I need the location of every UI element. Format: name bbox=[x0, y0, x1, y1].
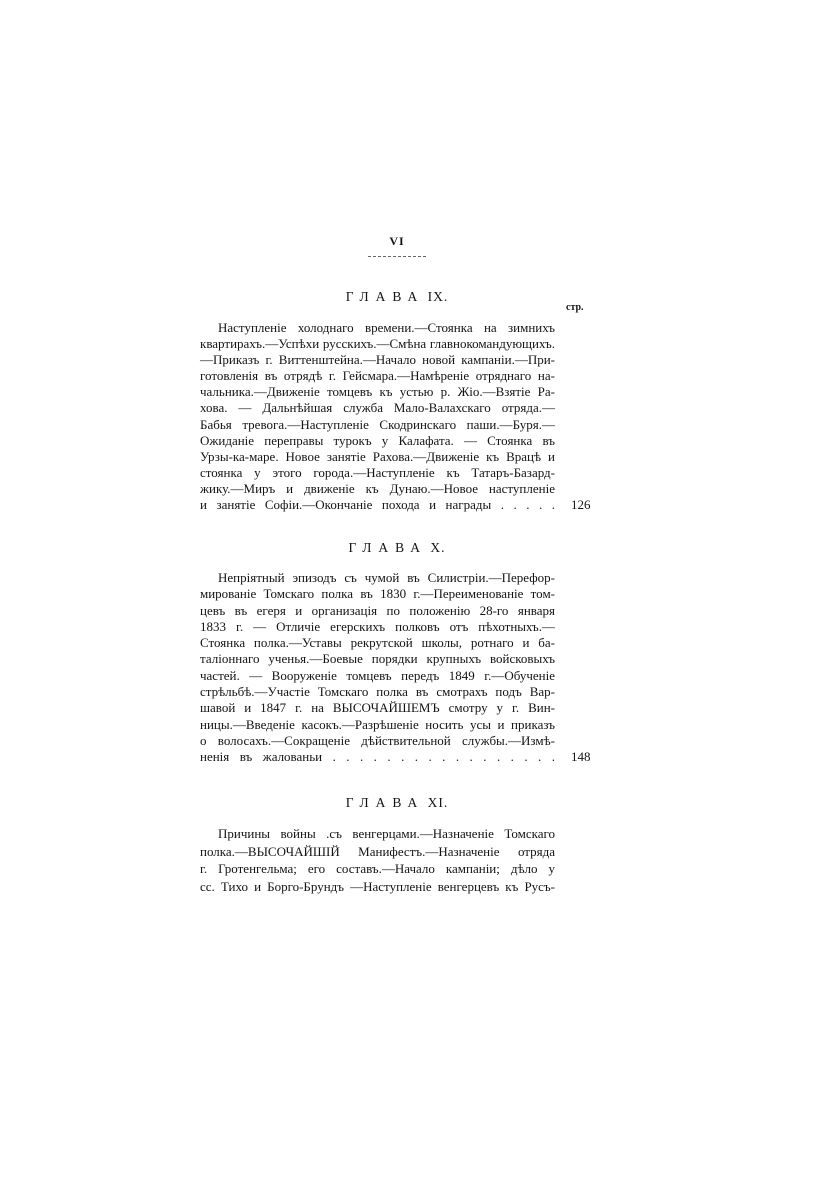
chapter-summary bbox=[200, 825, 555, 895]
chapter-summary bbox=[200, 320, 555, 513]
chapter-title bbox=[247, 795, 547, 811]
chapter-number: X. bbox=[430, 540, 446, 555]
chapter-summary bbox=[200, 570, 555, 766]
toc-line: Непріятный эпизодъ съ чумой въ Силистріи.—Перефор- bbox=[218, 570, 555, 585]
toc-line: Бабья тревога.—Наступленіе Скодринскаго паши.—Буря.— bbox=[200, 416, 555, 432]
chapter-label: ГЛАВА bbox=[345, 289, 425, 304]
chapter-label: ГЛАВА bbox=[348, 540, 428, 555]
chapter-number: XI. bbox=[427, 795, 449, 810]
toc-line: Наступленіе холоднаго времени.—Стоянка на зимнихъ bbox=[218, 320, 555, 335]
toc-line: частей. — Вооруженіе томцевъ передъ 1849 г.—Обученіе bbox=[200, 667, 555, 683]
chapter-number: IX. bbox=[427, 289, 449, 304]
header-rule bbox=[368, 256, 426, 257]
toc-line: шавой и 1847 г. на ВЫСОЧАЙШЕМЪ смотру у г. Вин- bbox=[200, 700, 555, 716]
toc-line: полка.—ВЫСОЧАЙШІЙ Манифестъ.—Назначеніе отряда bbox=[200, 843, 555, 859]
chapter-title bbox=[247, 540, 547, 556]
toc-line: хова. — Дальнѣйшая служба Мало-Валахскаго отряда.— bbox=[200, 400, 555, 416]
page-number: 126 bbox=[571, 497, 591, 513]
toc-line: Урзы-ка-маре. Новое занятіе Рахова.—Движеніе къ Врацѣ и bbox=[200, 448, 555, 464]
toc-line: жику.—Миръ и движеніе къ Дунаю.—Новое наступленіе bbox=[200, 480, 555, 496]
toc-line: стрѣльбѣ.—Участіе Томскаго полка въ смотрахъ подъ Вар- bbox=[200, 684, 555, 700]
chapter-label: ГЛАВА bbox=[345, 795, 425, 810]
toc-line: 1833 г. — Отличіе егерскихъ полковъ отъ пѣхотныхъ.— bbox=[200, 618, 555, 634]
toc-line: ненія въ жалованьи . . . . . . . . . . . . . . . . . bbox=[200, 749, 555, 765]
toc-line: ницы.—Введеніе касокъ.—Разрѣшеніе носить усы и приказъ bbox=[200, 716, 555, 732]
toc-line: сс. Тихо и Борго-Брундъ —Наступленіе венгерцевъ къ Русъ- bbox=[200, 878, 555, 894]
chapter-title bbox=[247, 289, 547, 305]
toc-line: Причины войны .съ венгерцами.—Назначеніе Томскаго bbox=[218, 826, 555, 841]
toc-line: готовленія въ отрядѣ г. Гейсмара.—Намѣреніе отряднаго на- bbox=[200, 368, 555, 384]
page-column-label: стр. bbox=[566, 302, 584, 313]
toc-line: Ожиданіе переправы турокъ у Калафата. — Стоянка въ bbox=[200, 432, 555, 448]
toc-line: мированіе Томскаго полка въ 1830 г.—Переименованіе том- bbox=[200, 586, 555, 602]
page-number: 148 bbox=[571, 749, 591, 765]
toc-line: цевъ въ егеря и организація по положенію 28-го января bbox=[200, 602, 555, 618]
toc-line: —Приказъ г. Виттенштейна.—Начало новой кампаніи.—При- bbox=[200, 352, 555, 368]
toc-line: таліоннаго ученья.—Боевые порядки крупныхъ войсковыхъ bbox=[200, 651, 555, 667]
toc-line: г. Гротенгельма; его составъ.—Начало кампаніи; дѣло у bbox=[200, 861, 555, 876]
toc-line: о волосахъ.—Сокращеніе дѣйствительной службы.—Измѣ- bbox=[200, 732, 555, 748]
toc-line: и занятіе Софіи.—Окончаніе похода и награды . . . . . bbox=[200, 497, 555, 513]
toc-line: стоянка у этого города.—Наступленіе къ Татаръ-Базард- bbox=[200, 464, 555, 480]
page-header-number: VI bbox=[389, 234, 405, 248]
toc-line: Стоянка полка.—Уставы рекрутской школы, ротнаго и ба- bbox=[200, 635, 555, 651]
toc-line: чальника.—Движеніе томцевъ къ устью р. Жіо.—Взятіе Ра- bbox=[200, 384, 555, 400]
toc-line: квартирахъ.—Успѣхи русскихъ.—Смѣна главнокомандующихъ. bbox=[200, 336, 555, 352]
